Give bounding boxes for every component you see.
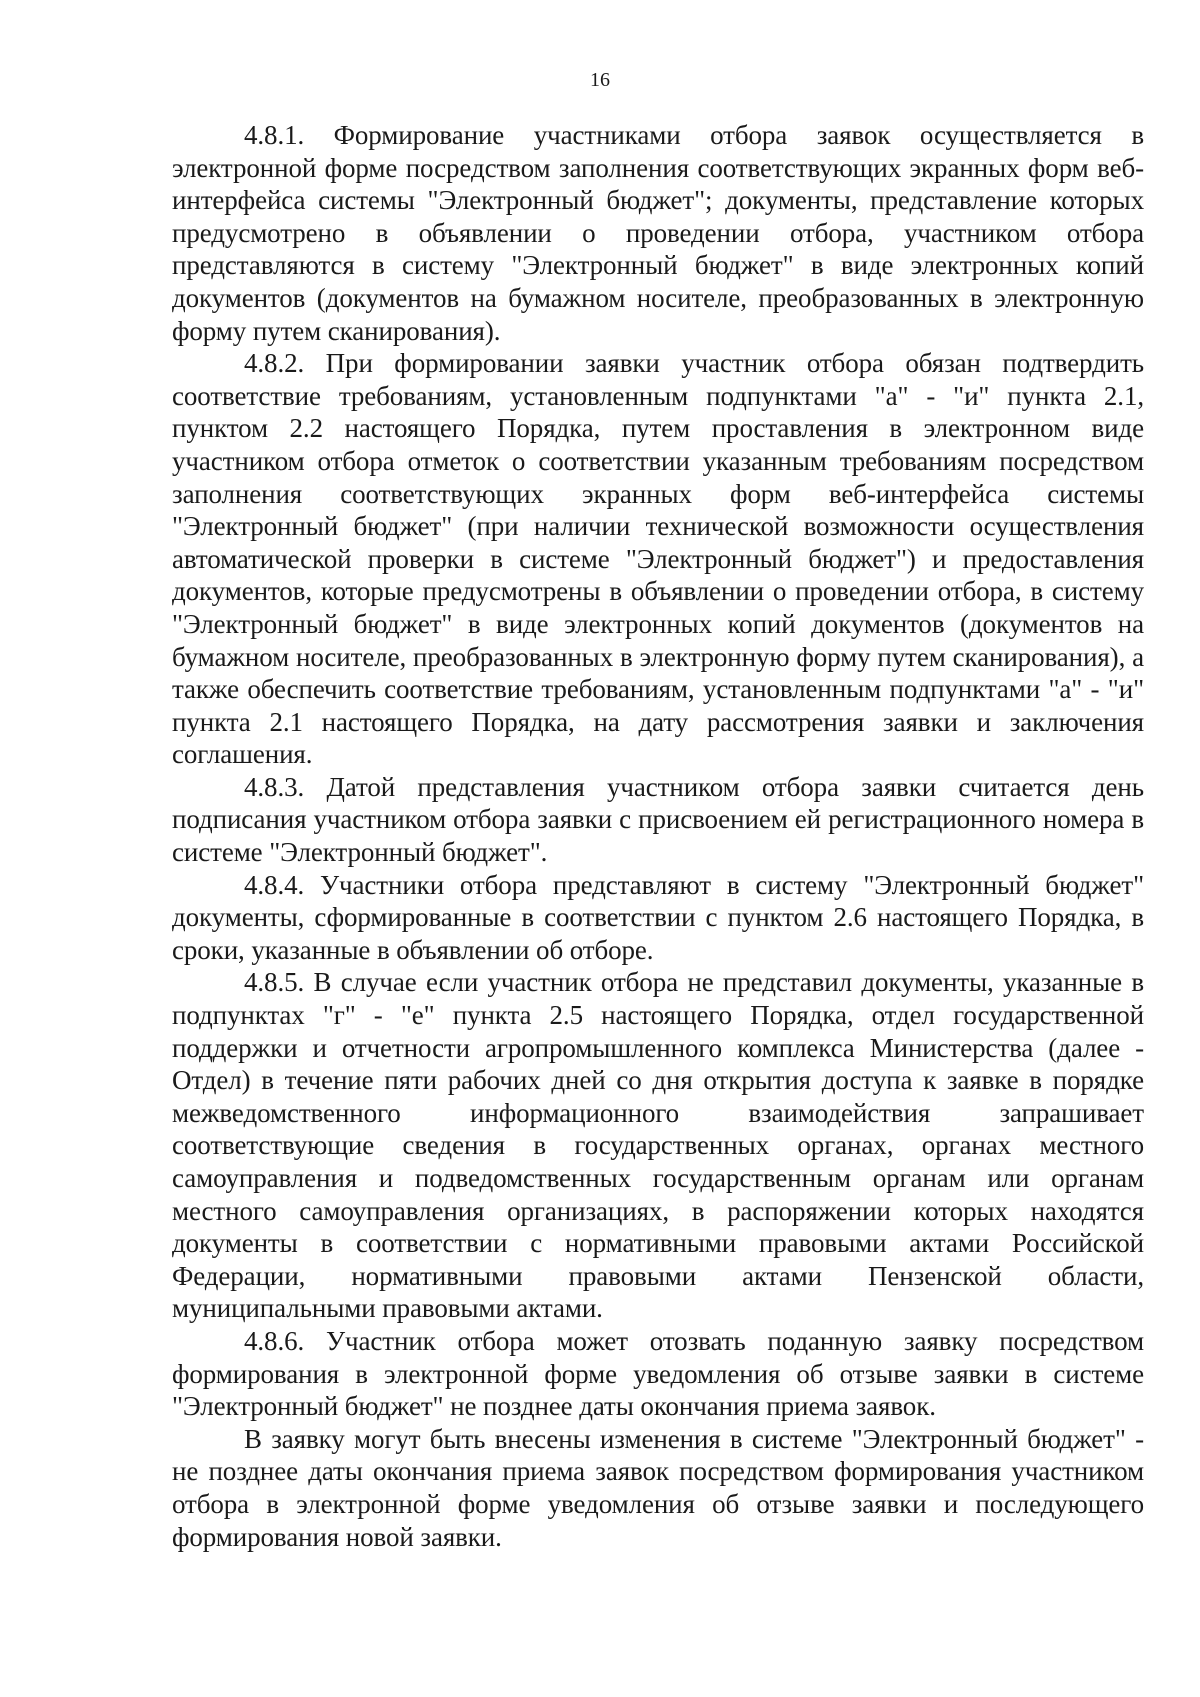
paragraph-4-8-5: 4.8.5. В случае если участник отбора не представил документы, указанные в подпунктах "г" - "е" пункта 2.5 настоящего Порядка, отдел государственной поддержки и отчетности агропромышленного комплекса Министерства (далее - Отдел) в течение пяти рабочих дней со дня открытия доступа к заявке в порядке межведомственного информационного взаимодействия запрашивает соответствующие сведения в государственных органах, органах местного самоуправления и подведомственных государственным органам или органам местного самоуправления организациях, в распоряжении которых находятся документы в соответствии с нормативными правовыми актами Российской Федерации, нормативными правовыми актами Пензенской области, муниципальными правовыми актами. bbox=[172, 967, 1144, 1324]
paragraph-4-8-4: 4.8.4. Участники отбора представляют в систему "Электронный бюджет" документы, сформированные в соответствии с пунктом 2.6 настоящего Порядка, в сроки, указанные в объявлении об отборе. bbox=[172, 869, 1144, 965]
paragraph-4-8-2: 4.8.2. При формировании заявки участник отбора обязан подтвердить соответствие требованиям, установленным подпунктами "а" - "и" пункта 2.1, пунктом 2.2 настоящего Порядка, путем проставления в электронном виде участником отбора отметок о соответствии указанным требованиям посредством заполнения соответствующих экранных форм веб-интерфейса системы "Электронный бюджет" (при наличии технической возможности осуществления автоматической проверки в системе "Электронный бюджет") и предоставления документов, которые предусмотрены в объявлении о проведении отбора, в систему "Электронный бюджет" в виде электронных копий документов (документов на бумажном носителе, преобразованных в электронную форму путем сканирования), а также обеспечить соответствие требованиям, установленным подпунктами "а" - "и" пункта 2.1 настоящего Порядка, на дату рассмотрения заявки и заключения соглашения. bbox=[172, 348, 1144, 770]
paragraph-amendments: В заявку могут быть внесены изменения в системе "Электронный бюджет" - не позднее даты окончания приема заявок посредством формирования участником отбора в электронной форме уведомления об отзыве заявки и последующего формирования новой заявки. bbox=[172, 1423, 1144, 1552]
page-number: 16 bbox=[590, 69, 610, 91]
paragraph-4-8-6: 4.8.6. Участник отбора может отозвать поданную заявку посредством формирования в электронной форме уведомления об отзыве заявки в системе "Электронный бюджет" не позднее даты окончания приема заявок. bbox=[172, 1325, 1144, 1422]
paragraph-4-8-3: 4.8.3. Датой представления участником отбора заявки считается день подписания участником отбора заявки с присвоением ей регистрационного номера в системе "Электронный бюджет". bbox=[172, 771, 1144, 868]
document-body bbox=[172, 119, 1144, 1553]
paragraph-4-8-1: 4.8.1. Формирование участниками отбора заявок осуществляется в электронной форме посредством заполнения соответствующих экранных форм веб-интерфейса системы "Электронный бюджет"; документы, представление которых предусмотрено в объявлении о проведении отбора, участником отбора представляются в систему "Электронный бюджет" в виде электронных копий документов (документов на бумажном носителе, преобразованных в электронную форму путем сканирования). bbox=[172, 120, 1144, 346]
